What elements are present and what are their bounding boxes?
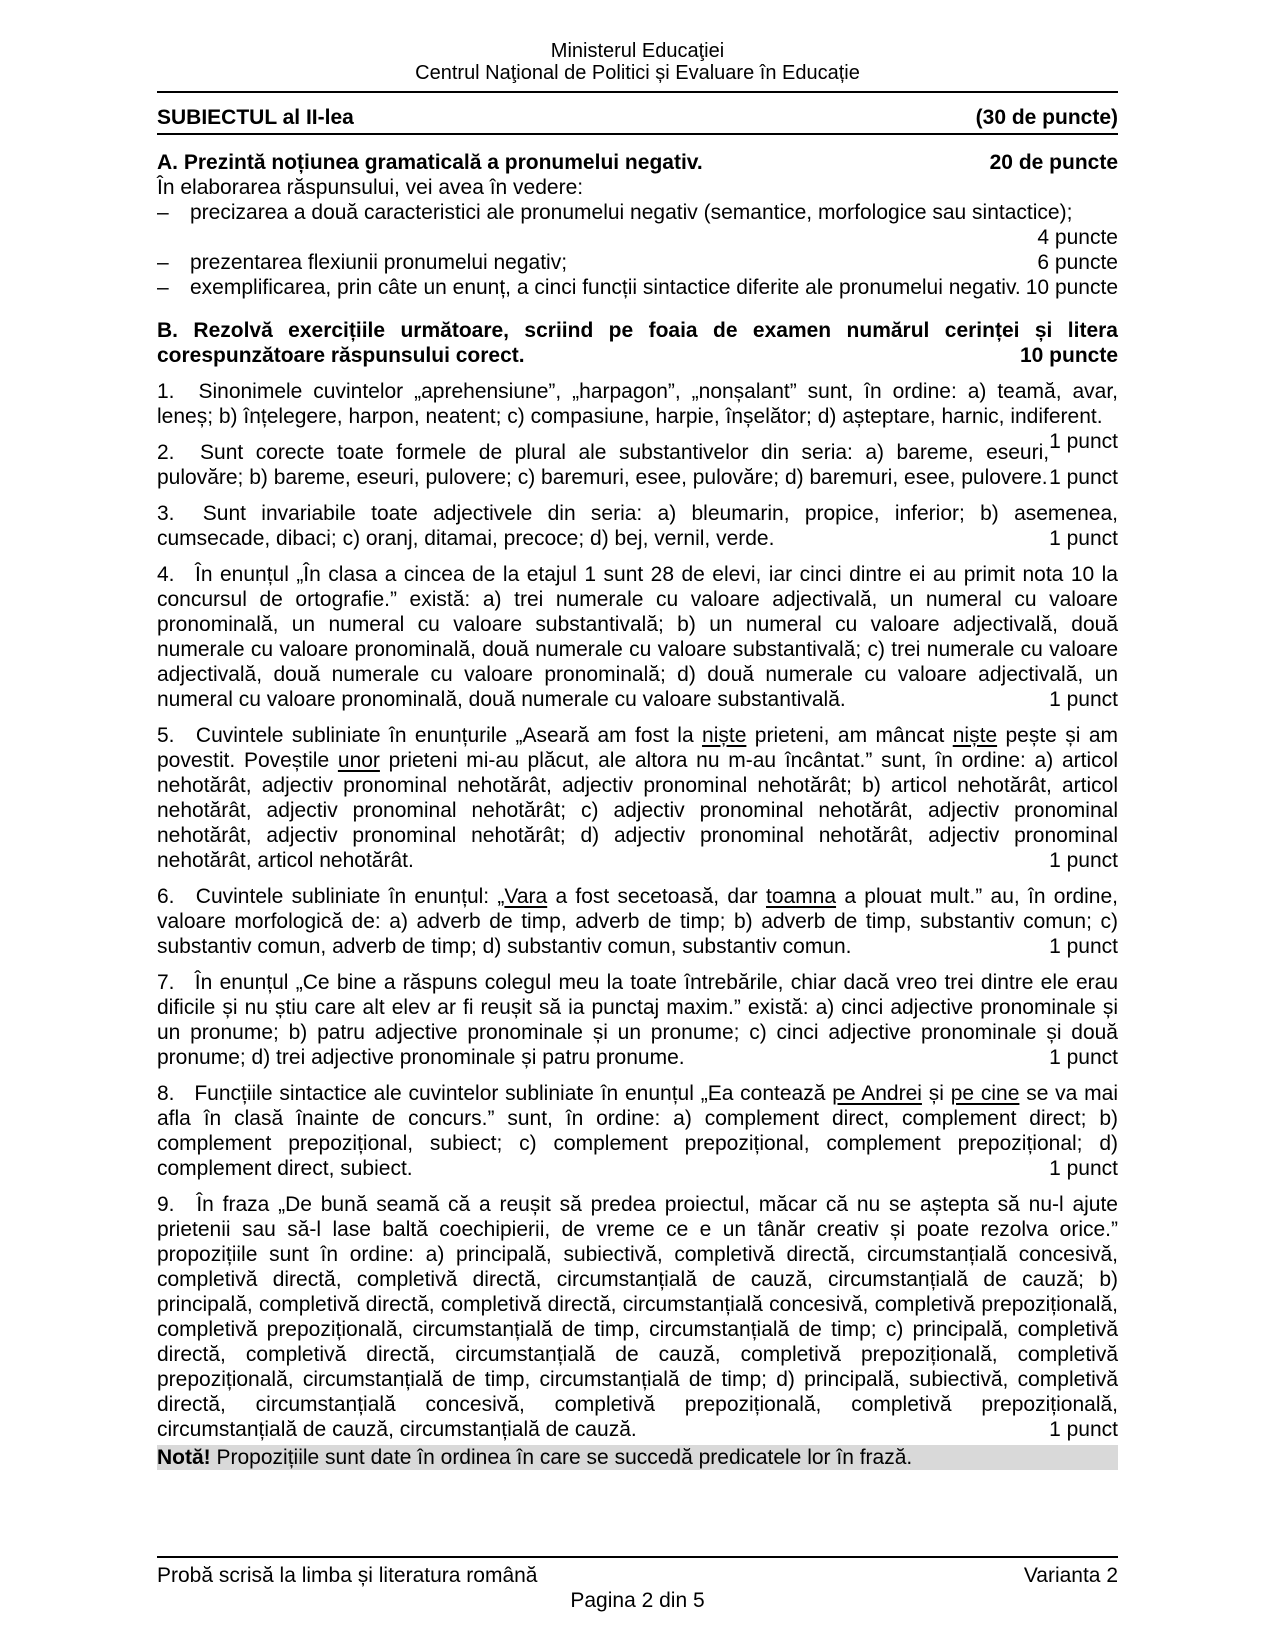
question-text: prieteni, am mâncat <box>746 724 953 747</box>
question-text: În enunțul „Ce bine a răspuns colegul meu la toate întrebările, chiar dacă vreo trei dintre ele erau dificile și nu știu care alt elev ar fi reușit să ia punctaj maxim.” există: a) cinci adjective pronominale și un pronume; b) patru adjective pronominale și un pronume; c) cinci adjective pronominale și două pronume; d) trei adjective pronominale și patru pronume. <box>157 971 1119 1069</box>
points-label: 1 punct <box>1049 527 1118 550</box>
question-item <box>157 723 1118 873</box>
underlined-word: pe Andrei <box>832 1082 922 1105</box>
points-label: 1 punct <box>1049 466 1118 489</box>
question-text: Funcțiile sintactice ale cuvintelor subliniate în enunțul „Ea contează <box>194 1082 833 1105</box>
underlined-word: niște <box>702 724 747 747</box>
question-text: pește și am povestit. Poveștile <box>157 724 1118 772</box>
footer-variant: Varianta 2 <box>1023 1564 1118 1587</box>
question-number: 5. <box>157 724 175 747</box>
requirement-text <box>190 200 1118 250</box>
bullet-dash: – <box>157 251 169 274</box>
question-list <box>157 379 1118 1442</box>
question-text: Sunt corecte toate formele de plural ale substantivelor din seria: a) bareme, eseuri, pulovăre; b) bareme, eseuri, pulovere; c) baremuri, esee, pulovăre; d) baremuri, esee, pulovere. <box>157 441 1050 489</box>
underlined-word: niște <box>952 724 998 747</box>
question-item <box>157 562 1118 712</box>
footer-exam-name: Probă scrisă la limba și literatura română <box>157 1564 538 1587</box>
question-text: Cuvintele subliniate în enunțul: „ <box>195 885 505 908</box>
question-item <box>157 1081 1118 1181</box>
subject-title: SUBIECTUL al II-lea <box>157 106 354 129</box>
question-text: Cuvintele subliniate în enunțurile „Aseară am fost la <box>195 724 703 747</box>
question-text: prieteni mi-au plăcut, ale altora nu m-au încântat.” sunt, în ordine: a) articol nehotărât, adjectiv pronominal nehotărât, adjectiv pronominal nehotărât; b) articol nehotărât, articol nehotărât, adjectiv pronominal nehotărât; c) adjectiv pronominal nehotărât, adjectiv pronominal nehotărât, adjectiv pronominal nehotărât; d) adjectiv pronominal nehotărât, adjectiv pronominal nehotărât, articol nehotărât. <box>157 749 1118 872</box>
question-number: 1. <box>157 380 175 403</box>
points-label: 1 punct <box>1049 935 1118 958</box>
question-text: Sunt invariabile toate adjectivele din seria: a) bleumarin, propice, inferior; b) asemenea, cumsecade, dibaci; c) oranj, ditamai, precoce; d) bej, vernil, verde. <box>157 502 1118 550</box>
requirement-item <box>157 275 1118 300</box>
section-a-intro: În elaborarea răspunsului, vei avea în vedere: <box>157 176 584 199</box>
underlined-word: Vara <box>504 885 548 908</box>
bullet-dash: – <box>157 201 169 224</box>
question-number: 9. <box>157 1193 175 1216</box>
underlined-word: toamna <box>766 885 837 908</box>
subject-header <box>157 105 1118 135</box>
question-item <box>157 884 1118 959</box>
points-label: 1 punct <box>1049 1157 1118 1180</box>
points-label: 1 punct <box>1049 430 1118 453</box>
points-label: 10 puncte <box>1025 276 1118 299</box>
section-b-points: 10 puncte <box>1019 344 1118 367</box>
requirement-label: precizarea a două caracteristici ale pronumelui negativ (semantice, morfologice sau sintactice); <box>190 201 1073 224</box>
bullet-dash: – <box>157 276 169 299</box>
requirement-text <box>190 275 1118 300</box>
section-a-title: A. Prezintă noțiunea gramaticală a pronumelui negativ. <box>157 151 703 174</box>
requirement-list <box>157 200 1118 300</box>
question-item <box>157 440 1118 490</box>
question-number: 2. <box>157 441 175 464</box>
section-a-points: 20 de puncte <box>989 151 1118 174</box>
question-text: a fost secetoasă, dar <box>547 885 766 908</box>
underlined-word: unor <box>337 749 380 772</box>
section-a-header <box>157 150 1118 175</box>
question-number: 6. <box>157 885 175 908</box>
points-label: 1 punct <box>1049 1418 1118 1441</box>
question-number: 7. <box>157 971 175 994</box>
points-label: 1 punct <box>1049 688 1118 711</box>
question-number: 8. <box>157 1082 175 1105</box>
points-label: 1 punct <box>1049 849 1118 872</box>
subject-points: (30 de puncte) <box>975 106 1118 129</box>
section-b-header <box>157 318 1118 368</box>
footer-divider <box>157 1556 1118 1558</box>
question-text: Sinonimele cuvintelor „aprehensiune”, „harpagon”, „nonșalant” sunt, în ordine: a) teamă, avar, leneș; b) înțelegere, harpon, neatent; c) compasiune, harpie, înșelător; d) așteptare, harnic, indiferent. <box>157 380 1118 428</box>
question-text: și <box>921 1082 951 1105</box>
note-label: Notă! <box>157 1446 211 1469</box>
question-text: a plouat mult.” au, în ordine, valoare morfologică de: a) adverb de timp, adverb de timp; b) adverb de timp, substantiv comun; c) substantiv comun, adverb de timp; d) substantiv comun, substantiv comun. <box>157 885 1118 958</box>
page-footer <box>157 1556 1118 1613</box>
question-item <box>157 501 1118 551</box>
requirement-item <box>157 250 1118 275</box>
requirement-item <box>157 200 1118 250</box>
underlined-word: pe cine <box>950 1082 1020 1105</box>
question-item <box>157 379 1118 453</box>
document-header <box>157 40 1118 84</box>
note-banner <box>157 1445 1118 1470</box>
footer-page-number: Pagina 2 din 5 <box>570 1589 705 1612</box>
requirement-label: exemplificarea, prin câte un enunț, a cinci funcții sintactice diferite ale pronumelui negativ. <box>190 276 1021 299</box>
note-text: Propozițiile sunt date în ordinea în care se succedă predicatele lor în frază. <box>210 1446 913 1469</box>
section-a <box>157 150 1118 300</box>
footer-row <box>157 1563 1118 1588</box>
question-number: 4. <box>157 563 175 586</box>
question-number: 3. <box>157 502 175 525</box>
question-text: se va mai afla în clasă înainte de concurs.” sunt, în ordine: a) complement direct, complement direct; b) complement prepozițional, subiect; c) complement prepozițional, complement prepozițional; d) complement direct, subiect. <box>157 1082 1119 1180</box>
section-b-title: B. Rezolvă exercițiile următoare, scriind pe foaia de examen numărul cerinței și litera corespunzătoare răspunsului corect. <box>157 319 1118 367</box>
ministry-name: Ministerul Educaţiei <box>550 40 725 62</box>
question-text: În enunțul „În clasa a cincea de la etajul 1 sunt 28 de elevi, iar cinci dintre ei au primit nota 10 la concursul de ortografie.” există: a) trei numerale cu valoare adjectivală, un numeral cu valoare pronominală, un numeral cu valoare substantivală; b) un numeral cu valoare adjectivală, două numerale cu valoare pronominală, două numerale cu valoare substantivală; c) trei numerale cu valoare adjectivală, două numerale cu valoare pronominală; d) două numerale cu valoare adjectivală, un numeral cu valoare pronominală, două numerale cu valoare substantivală. <box>157 563 1118 711</box>
points-label: 4 puncte <box>1037 226 1118 249</box>
requirement-text <box>190 250 1118 275</box>
center-name: Centrul Naţional de Politici și Evaluare în Educație <box>415 62 860 84</box>
question-item <box>157 1192 1118 1442</box>
points-label: 1 punct <box>1049 1046 1118 1069</box>
question-item <box>157 970 1118 1070</box>
question-text: În fraza „De bună seamă că a reușit să predea proiectul, măcar că nu se aștepta să nu-l ajute prietenii sau să-l lase baltă coechipierii, de vreme ce e un tânăr creativ și poate rezolva orice.” propozițiile sunt în ordine: a) principală, subiectivă, completivă directă, circumstanțială concesivă, completivă directă, completivă directă, circumstanțială de cauză, circumstanțială de cauză; b) principală, completivă directă, completivă directă, circumstanțială concesivă, completivă prepozițională, completivă prepozițională, circumstanțială de timp, circumstanțială de timp; c) principală, completivă directă, completivă directă, circumstanțială de cauză, completivă prepozițională, completivă prepozițională, circumstanțială de timp, circumstanțială de timp; d) principală, subiectivă, completivă directă, circumstanțială concesivă, completivă prepozițională, completivă prepozițională, circumstanțială de cauză, circumstanțială de cauză. <box>157 1193 1118 1441</box>
header-divider <box>157 91 1118 93</box>
requirement-label: prezentarea flexiunii pronumelui negativ; <box>190 251 568 274</box>
points-label: 6 puncte <box>1037 251 1118 274</box>
